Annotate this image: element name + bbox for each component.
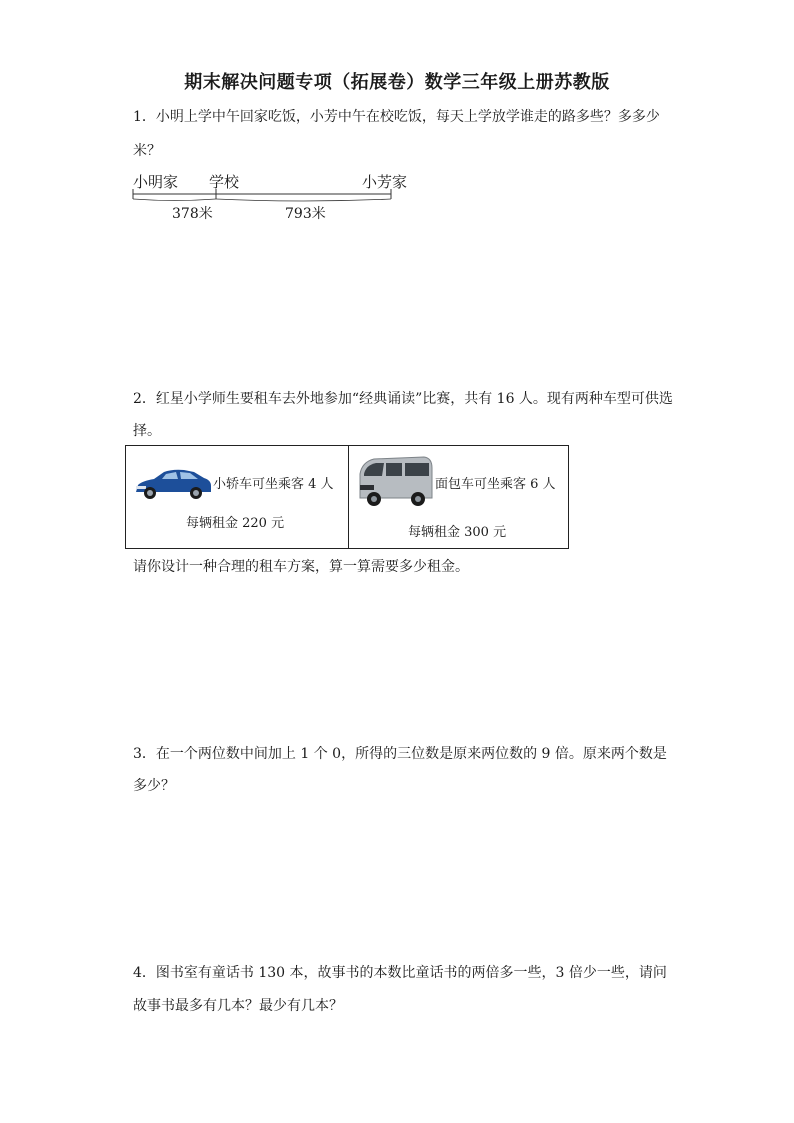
brace-segment-2 — [216, 199, 391, 201]
q4-text-line1: 4．图书室有童话书 130 本，故事书的本数比童话书的两倍多一些，3 倍少一些，请问 — [133, 965, 667, 981]
table-divider — [348, 446, 349, 548]
q1-text-line2: 米？ — [133, 143, 161, 159]
distance-line-svg — [125, 168, 425, 228]
sedan-car-icon — [132, 466, 214, 504]
vehicle-rental-table — [125, 445, 569, 549]
distance-label-2: 793米 — [285, 206, 326, 222]
distance-label-1: 378米 — [172, 206, 213, 222]
q2-text-line1: 2．红星小学师生要租车去外地参加“经典诵读”比赛，共有 16 人。现有两种车型可供选 — [133, 391, 673, 407]
minivan-icon — [354, 452, 436, 510]
q1-distance-diagram — [125, 168, 425, 228]
q2-text-line2: 择。 — [133, 423, 161, 439]
brace-segment-1 — [133, 199, 216, 201]
sedan-rent: 每辆租金 220 元 — [186, 516, 285, 531]
q3-text-line2: 多少？ — [133, 778, 175, 794]
label-xiaofang-home: 小芳家 — [362, 173, 408, 191]
page-title: 期末解决问题专项（拓展卷）数学三年级上册苏教版 — [184, 72, 610, 93]
van-rent: 每辆租金 300 元 — [408, 525, 507, 540]
sedan-capacity: 小轿车可坐乘客 4 人 — [213, 477, 334, 492]
q1-text-line1: 1．小明上学中午回家吃饭，小芳中午在校吃饭，每天上学放学谁走的路多些？多多少 — [133, 109, 660, 125]
label-xiaoming-home: 小明家 — [133, 173, 179, 191]
q3-text-line1: 3．在一个两位数中间加上 1 个 0，所得的三位数是原来两位数的 9 倍。原来两个数是 — [133, 746, 667, 762]
q4-text-line2: 故事书最多有几本？最少有几本？ — [133, 998, 343, 1014]
q2-prompt: 请你设计一种合理的租车方案，算一算需要多少租金。 — [133, 559, 469, 575]
label-school: 学校 — [209, 173, 240, 191]
van-capacity: 面包车可坐乘客 6 人 — [435, 477, 556, 492]
